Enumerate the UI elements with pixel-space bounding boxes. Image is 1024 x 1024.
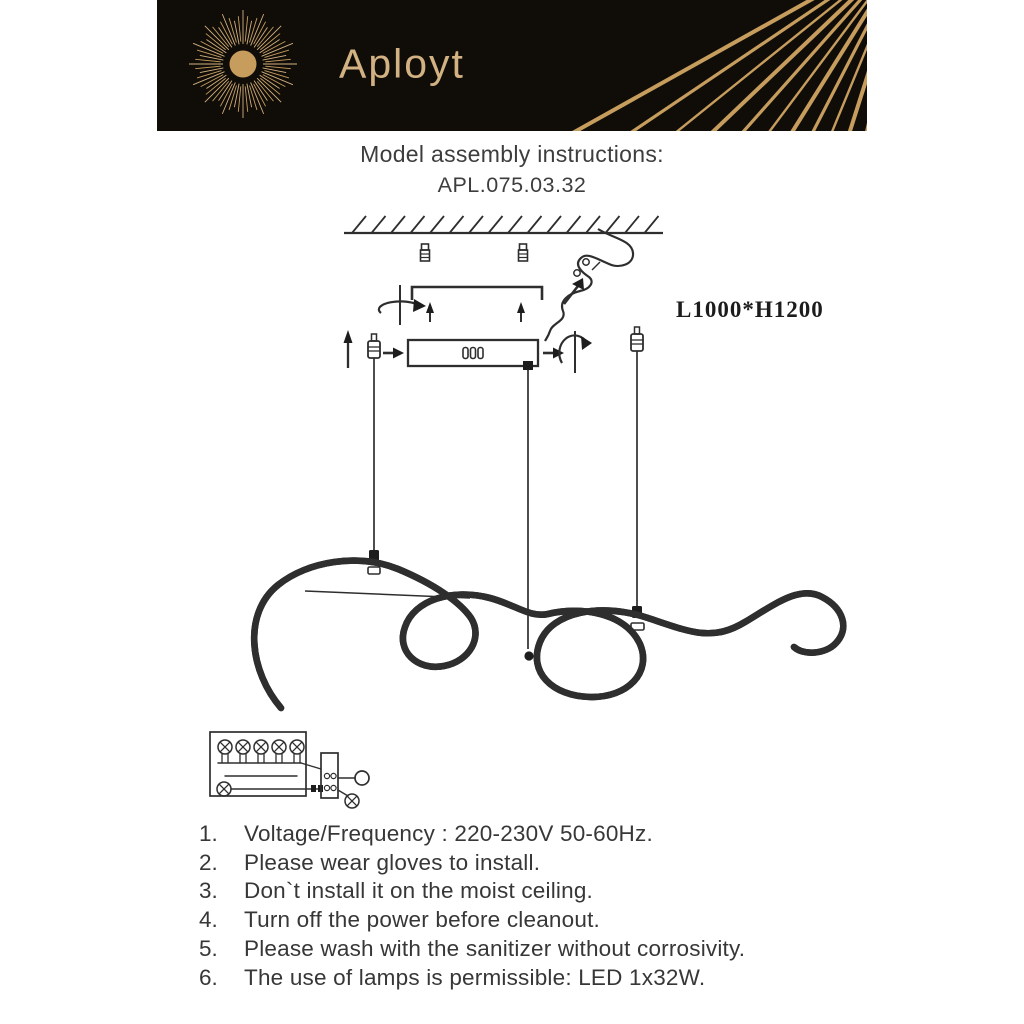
- anchor-screw-left: [421, 244, 430, 261]
- canopy-wire-connector: [523, 361, 533, 370]
- lamp-symbol: [217, 782, 231, 796]
- brand-banner: [157, 0, 867, 131]
- slide-arrow-left-icon: [383, 348, 404, 359]
- mounting-bracket: [412, 287, 542, 300]
- item-text: Voltage/Frequency : 220-230V 50-60Hz.: [244, 821, 653, 846]
- item-number: 3.: [199, 878, 218, 904]
- item-text: Please wash with the sanitizer without corrosivity.: [244, 935, 746, 961]
- page-title: Model assembly instructions:: [360, 141, 664, 167]
- title-block: [0, 141, 1024, 198]
- item-number: 2.: [199, 849, 218, 875]
- item-number: 4.: [199, 907, 218, 933]
- anchor-screw-right: [519, 244, 528, 261]
- lamp-symbol: [236, 740, 250, 763]
- power-cord: [545, 229, 633, 341]
- item-number: 1.: [199, 821, 218, 846]
- canopy: [408, 340, 538, 370]
- item-number: 6.: [199, 964, 218, 990]
- assembly-drawing: [150, 205, 880, 817]
- rotation-arrow-left-icon: [379, 285, 426, 325]
- item-text: The use of lamps is permissible: LED 1x32W.: [244, 964, 706, 990]
- instruction-item: [0, 877, 1024, 906]
- cable-grip-left: [368, 334, 380, 358]
- brand-wordmark: Aployt: [339, 40, 465, 87]
- screw-arrow-left-icon: [426, 302, 434, 322]
- dimension-label: L1000*H1200: [676, 297, 824, 322]
- sunburst-core: [230, 51, 257, 78]
- model-number: APL.075.03.32: [437, 173, 587, 197]
- instruction-item: [0, 935, 1024, 964]
- switch-symbol: [355, 771, 369, 785]
- instruction-item: [0, 849, 1024, 878]
- wiring-schematic: [210, 732, 369, 808]
- rotation-arrow-right-icon: [559, 331, 592, 373]
- lamp-symbol: [272, 740, 286, 763]
- cable-grip-right: [631, 327, 643, 351]
- up-arrow-icon: [344, 330, 353, 368]
- slide-arrow-right-icon: [543, 348, 564, 359]
- instruction-item: [0, 964, 1024, 993]
- banner-art: [157, 0, 867, 131]
- ceiling-hatch: [344, 216, 663, 233]
- item-text: Don`t install it on the moist ceiling.: [244, 878, 594, 904]
- lamp-symbol: [218, 740, 232, 763]
- lamp-symbol: [254, 740, 268, 763]
- instruction-item: [0, 906, 1024, 935]
- ribbon-lamp: [254, 561, 843, 708]
- item-text: Turn off the power before cleanout.: [244, 907, 600, 933]
- instruction-list: [0, 820, 1024, 992]
- item-number: 5.: [199, 935, 218, 961]
- instruction-item: [0, 820, 1024, 849]
- item-text: Please wear gloves to install.: [244, 849, 541, 875]
- wire-connector-middle: [524, 651, 533, 660]
- lamp-symbol: [290, 740, 304, 763]
- screw-arrow-right-icon: [517, 302, 525, 322]
